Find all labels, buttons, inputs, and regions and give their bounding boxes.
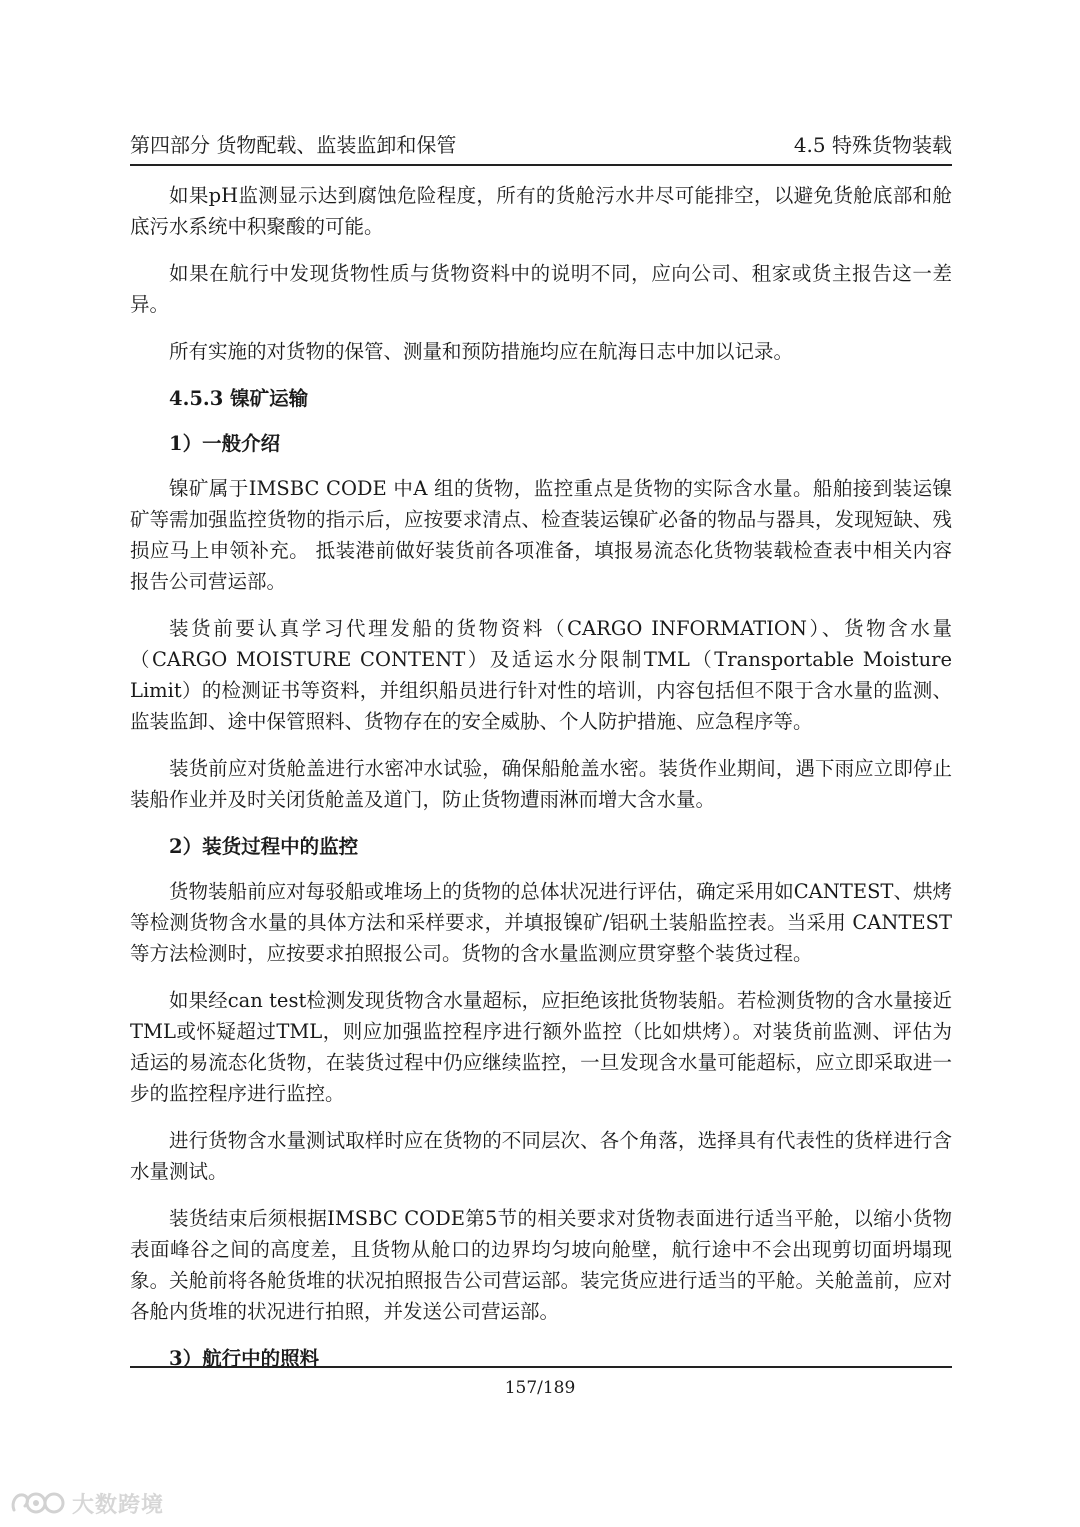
header-subsection-title: 4.5 特殊货物装载 <box>793 133 952 157</box>
paragraph-sampling: 进行货物含水量测试取样时应在货物的不同层次、各个角落，选择具有代表性的货样进行含水量测试。 <box>130 1129 952 1183</box>
watermark-text: 大数跨境 <box>72 1492 165 1518</box>
subheading-general-intro: 1）一般介绍 <box>169 432 281 455</box>
page-header <box>130 130 952 166</box>
subheading-loading-monitoring: 2）装货过程中的监控 <box>169 835 359 858</box>
document-body <box>130 180 952 1388</box>
paragraph-hatch-cover-test: 装货前应对货舱盖进行水密冲水试验，确保船舱盖水密。装货作业期间，遇下雨应立即停止装船作业并及时关闭货舱盖及道门，防止货物遭雨淋而增大含水量。 <box>130 757 952 811</box>
paragraph-cargo-assessment: 货物装船前应对每驳船或堆场上的货物的总体状况进行评估，确定采用如CANTEST、烘烤等检测货物含水量的具体方法和采样要求，并填报镍矿/铝矾土装船监控表。当采用 CANTEST 等方法检测时，应按要求拍照报公司。货物的含水量监测应贯穿整个装货过程。 <box>130 880 952 965</box>
header-section-title: 第四部分 货物配载、监装监卸和保管 <box>130 133 457 157</box>
section-heading-nickel-ore: 4.5.3 镍矿运输 <box>169 387 309 410</box>
paragraph-cargo-discrepancy: 如果在航行中发现货物性质与货物资料中的说明不同，应向公司、租家或货主报告这一差异。 <box>130 262 952 316</box>
paragraph-can-test: 如果经can test检测发现货物含水量超标，应拒绝该批货物装船。若检测货物的含水量接近 TML或怀疑超过TML，则应加强监控程序进行额外监控（比如烘烤）。对装货前监测、评估为适运的易流态化货物，在装货过程中仍应继续监控，一旦发现含水量可能超标，应立即采取进一步的监控程序进行监控。 <box>130 989 952 1105</box>
subheading-voyage-care: 3）航行中的照料 <box>169 1347 320 1370</box>
paragraph-nickel-ore-intro: 镍矿属于IMSBC CODE 中A 组的货物，监控重点是货物的实际含水量。船舶接到装运镍矿等需加强监控货物的指示后，应按要求清点、检查装运镍矿必备的物品与器具，发现短缺、残损应马上申领补充。 抵装港前做好装货前各项准备，填报易流态化货物装载检查表中相关内容报告公司营运部。 <box>130 477 952 593</box>
paragraph-ph-monitoring: 如果pH监测显示达到腐蚀危险程度，所有的货舱污水井尽可能排空，以避免货舱底部和舱底污水系统中积聚酸的可能。 <box>130 184 952 238</box>
page-number: 157/189 <box>504 1378 576 1398</box>
paragraph-trimming: 装货结束后须根据IMSBC CODE第5节的相关要求对货物表面进行适当平舱，以缩小货物表面峰谷之间的高度差，且货物从舱口的边界均匀坡向舱壁，航行途中不会出现剪切面坍塌现象。关舱前将各舱货堆的状况拍照报告公司营运部。装完货应进行适当的平舱。关舱盖前，应对各舱内货堆的状况进行拍照，并发送公司营运部。 <box>130 1207 952 1323</box>
watermark <box>8 1486 164 1520</box>
footer-divider <box>130 1366 952 1368</box>
paragraph-pre-loading-study: 装货前要认真学习代理发船的货物资料（CARGO INFORMATION）、货物含水量（CARGO MOISTURE CONTENT）及适运水分限制TML（Transportable Moisture Limit）的检测证书等资料，并组织船员进行针对性的培训，内容包括但不限于含水量的监测、监装监卸、途中保管照料、货物存在的安全威胁、个人防护措施、应急程序等。 <box>130 617 952 733</box>
watermark-logo-icon <box>8 1488 66 1518</box>
paragraph-logbook-record: 所有实施的对货物的保管、测量和预防措施均应在航海日志中加以记录。 <box>169 340 794 363</box>
